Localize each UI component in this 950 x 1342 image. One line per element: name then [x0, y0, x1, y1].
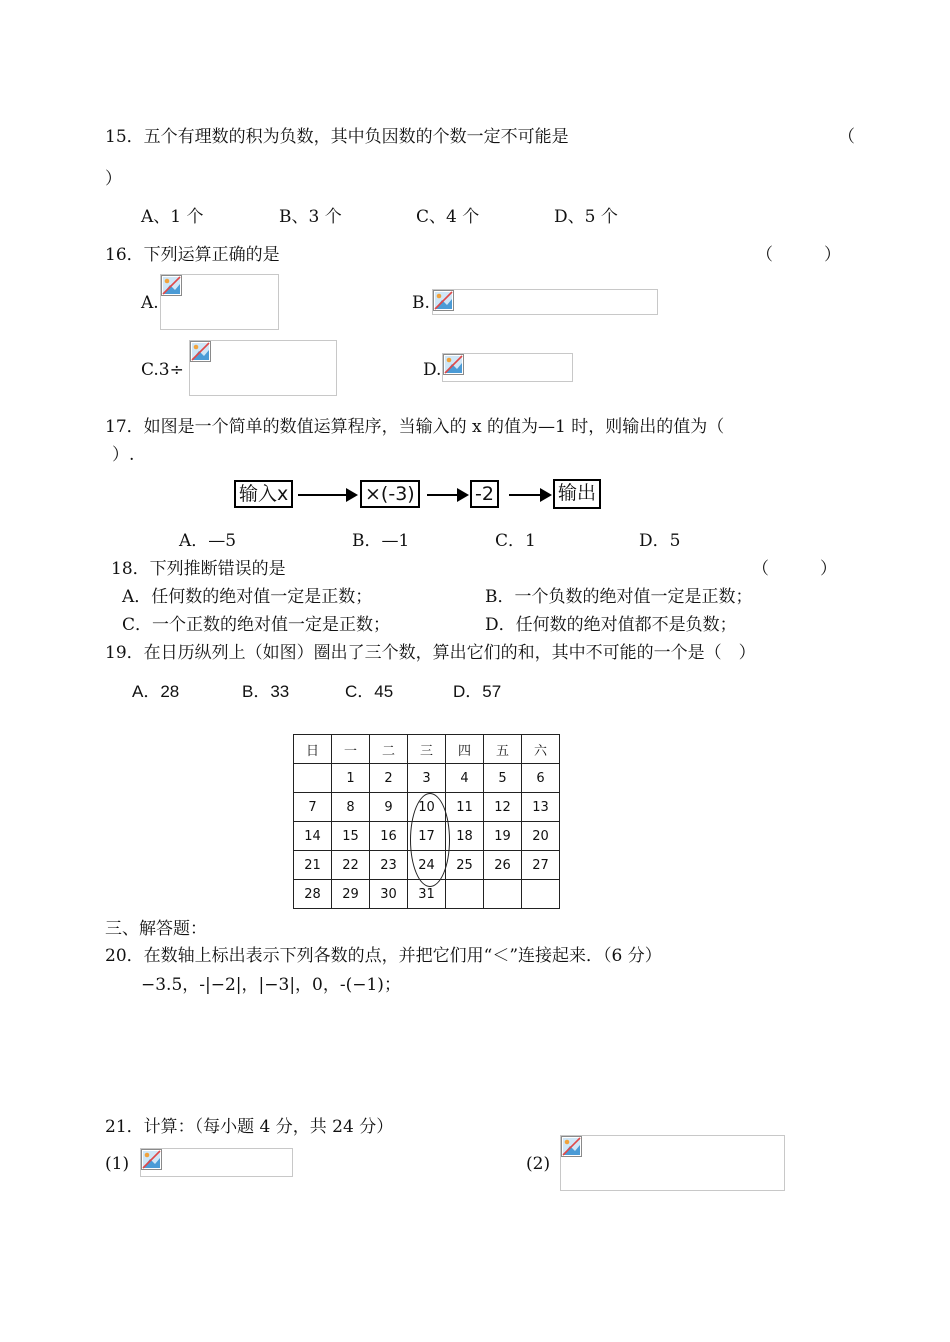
calendar-cell: 10 — [408, 793, 446, 822]
flow-subtract-box: -2 — [470, 480, 499, 508]
calendar-cell: 14 — [294, 822, 332, 851]
flow-arrow-3 — [509, 494, 550, 496]
calendar-cell: 11 — [446, 793, 484, 822]
broken-image-icon — [141, 1149, 162, 1170]
q16-option-c-image — [189, 340, 337, 396]
q16-paren: （ ） — [756, 245, 841, 265]
calendar-row — [294, 764, 560, 793]
calendar-cell: 29 — [332, 880, 370, 909]
flow-arrow-2 — [427, 494, 467, 496]
calendar-header: 五 — [484, 735, 522, 764]
calendar-header-row — [294, 735, 560, 764]
broken-image-icon — [561, 1136, 582, 1157]
q16-stem: 16．下列运算正确的是 — [105, 245, 280, 265]
q16-option-b-image — [432, 289, 658, 315]
calendar-cell: 13 — [522, 793, 560, 822]
calendar-cell: 4 — [446, 764, 484, 793]
q19-option-c: C．45 — [345, 682, 394, 701]
q19-option-d: D．57 — [453, 682, 502, 701]
calendar-cell — [294, 764, 332, 793]
broken-image-icon — [161, 275, 182, 296]
flow-multiply-box: ×(-3) — [360, 480, 420, 508]
q15-paren-open: （ — [838, 127, 855, 147]
calendar-cell: 7 — [294, 793, 332, 822]
q17-option-b: B．—1 — [352, 531, 410, 551]
calendar-cell: 16 — [370, 822, 408, 851]
calendar-cell: 28 — [294, 880, 332, 909]
q18-option-b: B．一个负数的绝对值一定是正数； — [485, 587, 753, 607]
calendar-cell: 17 — [408, 822, 446, 851]
calendar-cell: 15 — [332, 822, 370, 851]
broken-image-icon — [433, 290, 454, 311]
q19-option-b: B．33 — [242, 682, 290, 701]
flow-input-box: 输入x — [234, 480, 293, 508]
calendar-header: 一 — [332, 735, 370, 764]
calendar-cell: 8 — [332, 793, 370, 822]
q21-sub1-label: (1) — [105, 1154, 130, 1174]
q16-label-d: D. — [423, 360, 442, 380]
q18-paren: （ ） — [752, 559, 837, 579]
q15-stem: 15．五个有理数的积为负数，其中负因数的个数一定不可能是 — [105, 127, 569, 147]
calendar-cell: 21 — [294, 851, 332, 880]
calendar-cell: 22 — [332, 851, 370, 880]
calendar-cell: 30 — [370, 880, 408, 909]
q17-option-a: A．—5 — [179, 531, 237, 551]
q16-option-d-image — [442, 353, 573, 382]
q17-stem: 17．如图是一个简单的数值运算程序，当输入的 x 的值为—1 时，则输出的值为（ — [105, 417, 725, 437]
q16-label-c: C.3÷ — [141, 360, 184, 380]
calendar-cell: 24 — [408, 851, 446, 880]
q19-option-a: A．28 — [132, 682, 180, 701]
calendar-circle-mark — [410, 793, 450, 887]
q16-option-a-image — [160, 274, 279, 330]
calendar-cell: 23 — [370, 851, 408, 880]
broken-image-icon — [443, 354, 464, 375]
calendar-header: 三 — [408, 735, 446, 764]
q18-option-a: A．任何数的绝对值一定是正数； — [122, 587, 373, 607]
calendar-cell: 12 — [484, 793, 522, 822]
calendar-cell: 9 — [370, 793, 408, 822]
calendar-cell: 5 — [484, 764, 522, 793]
flow-arrow-1 — [298, 494, 356, 496]
q19-stem: 19．在日历纵列上（如图）圈出了三个数，算出它们的和，其中不可能的一个是（ ） — [105, 643, 756, 663]
calendar-cell: 19 — [484, 822, 522, 851]
calendar-cell: 6 — [522, 764, 560, 793]
calendar-cell — [522, 880, 560, 909]
q17-stem-end: ）. — [112, 445, 135, 465]
q21-stem: 21．计算：（每小题 4 分，共 24 分） — [105, 1117, 394, 1137]
calendar-header: 四 — [446, 735, 484, 764]
q16-label-b: B. — [412, 293, 430, 313]
calendar-cell: 25 — [446, 851, 484, 880]
calendar-cell: 27 — [522, 851, 560, 880]
calendar-header: 六 — [522, 735, 560, 764]
q21-sub2-image — [560, 1135, 785, 1191]
calendar-cell: 2 — [370, 764, 408, 793]
calendar-cell: 20 — [522, 822, 560, 851]
q20-stem: 20．在数轴上标出表示下列各数的点，并把它们用“＜”连接起来．（6 分） — [105, 946, 662, 966]
section-3-title: 三、解答题： — [105, 919, 207, 939]
calendar-cell: 18 — [446, 822, 484, 851]
calendar-cell — [484, 880, 522, 909]
q18-option-d: D．任何数的绝对值都不是负数； — [485, 615, 737, 635]
q17-option-c: C．1 — [495, 531, 536, 551]
calendar-header: 二 — [370, 735, 408, 764]
q21-sub1-image — [140, 1148, 293, 1177]
q15-option-a: A、1 个 — [141, 207, 204, 227]
q15-option-d: D、5 个 — [554, 207, 618, 227]
flow-output-box: 输出 — [553, 479, 601, 509]
q20-numbers: −3.5，-|−2|，|−3|，0，-(−1)； — [141, 975, 401, 995]
calendar-cell — [446, 880, 484, 909]
q16-label-a: A. — [141, 293, 159, 313]
q15-option-b: B、3 个 — [279, 207, 342, 227]
q18-option-c: C．一个正数的绝对值一定是正数； — [122, 615, 391, 635]
calendar-cell: 31 — [408, 880, 446, 909]
broken-image-icon — [190, 341, 211, 362]
q18-stem: 18．下列推断错误的是 — [111, 559, 286, 579]
q21-sub2-label: (2) — [526, 1154, 551, 1174]
q17-option-d: D．5 — [639, 531, 681, 551]
calendar-cell: 3 — [408, 764, 446, 793]
calendar-header: 日 — [294, 735, 332, 764]
calendar-cell: 1 — [332, 764, 370, 793]
q15-option-c: C、4 个 — [416, 207, 480, 227]
q15-paren-close: ） — [105, 169, 122, 189]
calendar-cell: 26 — [484, 851, 522, 880]
